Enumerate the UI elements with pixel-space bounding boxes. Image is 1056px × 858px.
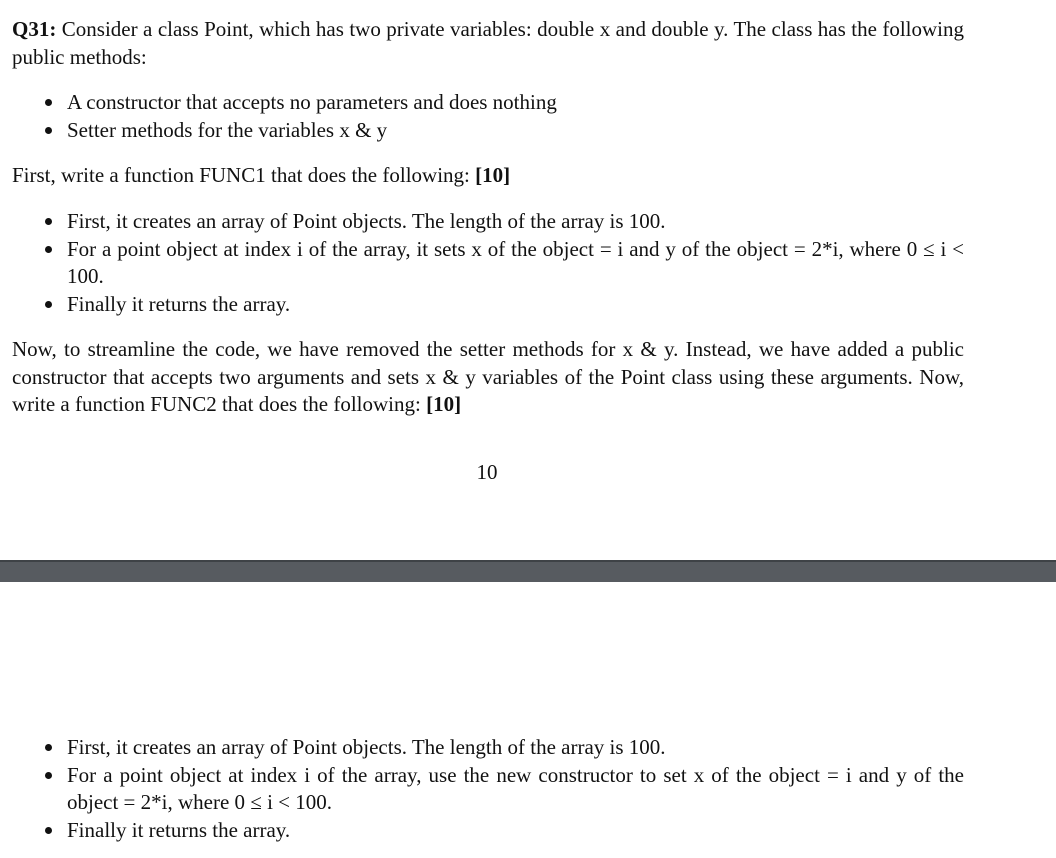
func2-steps-list [44,734,964,844]
page-divider-edge [0,560,1056,562]
list-item-text: First, it creates an array of Point objects. The length of the array is 100. [67,209,666,233]
list-item-text: Finally it returns the array. [67,817,291,842]
func1-steps-list [44,208,964,318]
list-item-text: A constructor that accepts no parameters and does nothing [67,90,557,114]
func2-marks: [10] [426,392,462,416]
func1-intro-text: First, write a function FUNC1 that does the following: [12,163,470,187]
bullet-icon [45,772,52,779]
bullet-icon [45,127,52,134]
class-methods-list [44,89,964,144]
page-divider [0,560,1056,582]
question-intro-text: Consider a class Point, which has two private variables: double x and double y. The class has the following public methods: [12,17,965,69]
list-item [44,734,964,762]
func2-intro-text: Now, to streamline the code, we have removed the setter methods for x & y. Instead, we have added a public constructor that accepts two arguments and sets x & y variables of the Point class using these arguments. Now, write a function FUNC2 that does the following: [12,337,964,416]
list-item-text: For a point object at index i of the array, use the new constructor to set x of the object = i and y of the object = 2*i, where 0 ≤ i < 100. [67,762,964,814]
bullet-icon [45,301,52,308]
list-item-text: For a point object at index i of the array, it sets x of the object = i and y of the object = 2*i, where 0 ≤ i < 100. [67,236,964,288]
list-item [44,817,964,845]
func2-intro [12,336,964,419]
list-item [44,236,964,291]
question-number: Q31: [12,17,57,41]
bullet-icon [45,744,52,751]
bullet-icon [45,218,52,225]
bullet-icon [45,246,52,253]
document-page-bottom [0,582,1056,858]
page-number: 10 [476,460,498,484]
list-item [44,208,964,236]
bullet-icon [45,99,52,106]
list-item [44,291,964,319]
list-item [44,89,964,117]
list-item-text: Finally it returns the array. [67,291,291,316]
list-item [44,117,964,145]
func1-marks: [10] [475,163,511,187]
question-intro [12,16,964,71]
list-item [44,762,964,817]
func1-intro [12,162,964,190]
list-item-text: First, it creates an array of Point objects. The length of the array is 100. [67,735,666,759]
bullet-icon [45,827,52,834]
list-item-text: Setter methods for the variables x & y [67,117,388,142]
